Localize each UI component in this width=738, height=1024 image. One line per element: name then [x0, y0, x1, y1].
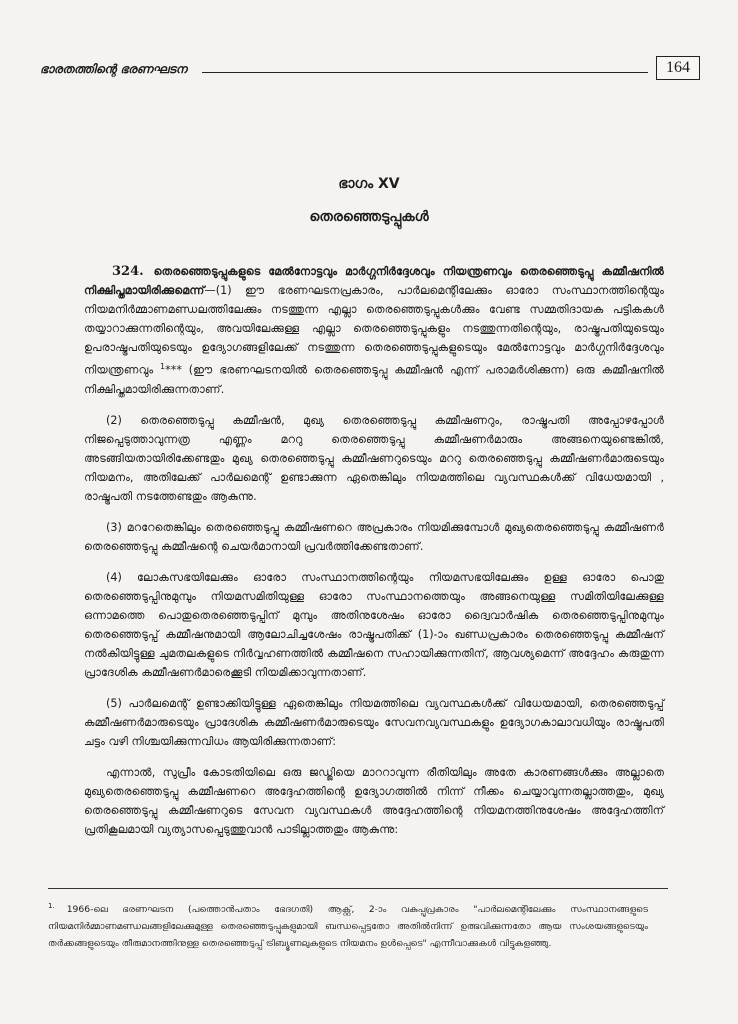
clause-4-paragraph: (4) ലോകസഭയിലേക്കും ഓരോ സംസ്ഥാനത്തിന്റെയും നിയമസഭയിലേക്കും ഉള്ള ഓരോ പൊതു തെരഞ്ഞെടുപ്പിനുമുമ്പും നിയമസമിതിയുള്ള ഓരോ സംസ്ഥാനത്തെയും അങ്ങനെയുള്ള സമിതിയിലേക്കുള്ള ഒന്നാമത്തെ പൊതുതെരഞ്ഞെടുപ്പിന് മുമ്പും അതിനുശേഷം ഓരോ ദ്വൈവാർഷിക തെരഞ്ഞെടുപ്പിനുമുമ്പും തെരഞ്ഞെടുപ്പ് കമ്മീഷനുമായി ആലോചിച്ചശേഷം രാഷ്ട്രപതിക്ക് (1)-ാം ഖണ്ഡപ്രകാരം തെരഞ്ഞെടുപ്പു കമ്മീഷന് നൽകിയിട്ടുള്ള ചുമതലകളുടെ നിർവ്വഹണത്തിൽ കമ്മീഷനെ സഹായിക്കുന്നതിന്, ആവശ്യമെന്ന് അദ്ദേഹം കരുതുന്ന പ്രാദേശിക കമ്മീഷണർമാരെക്കൂടി നിയമിക്കാവുന്നതാണ്. — [84, 570, 664, 679]
section-324-paragraph — [84, 262, 664, 399]
proviso-paragraph: എന്നാൽ, സുപ്രീം കോടതിയിലെ ഒരു ജഡ്ജിയെ മാററാവുന്ന രീതിയിലും അതേ കാരണങ്ങൾക്കും അല്ലാതെ മുഖ്യതെരഞ്ഞെടുപ്പു കമ്മീഷണറെ അദ്ദേഹത്തിന്റെ ഉദ്യോഗത്തിൽ നിന്ന് നീക്കം ചെയ്യാവുന്നതല്ലാത്തതും, മുഖ്യ തെരഞ്ഞെടുപ്പു കമ്മീഷണറുടെ സേവന വ്യവസ്ഥകൾ അദ്ദേഹത്തിന്റെ നിയമനത്തിനുശേഷം അദ്ദേഹത്തിന് പ്രതികൂലമായി വ്യത്യാസപ്പെടുത്തുവാൻ പാടില്ലാത്തതും ആകുന്നു: — [84, 765, 664, 836]
footnote-rule — [48, 888, 668, 889]
footnote-text: 1966-ലെ ഭരണഘടന (പത്തൊൻപതാം ഭേദഗതി) ആക്റ്റ്, 2-ാം വകുപ്പുപ്രകാരം "പാർലമെന്റിലേക്കും സംസ്ഥാനങ്ങളുടെ നിയമനിർമ്മാണമണ്ഡലങ്ങളിലേക്കുമുള്ള തെരഞ്ഞെടുപ്പുകളുമായി ബന്ധപ്പെട്ടതോ അതിൽനിന്ന് ഉത്ഭവിക്കുന്നതോ ആയ സംശയങ്ങളുടെയും തർക്കങ്ങളുടെയും തീരുമാനത്തിനുള്ള തെരഞ്ഞെടുപ്പ് ട്രിബ്യൂണലുകളുടെ നിയമനം ഉൾപ്പെടെ" എന്നീവാക്കുകൾ വിട്ടുകളഞ്ഞു. — [48, 904, 648, 950]
clause-1-text: —(1) ഈ ഭരണഘടനപ്രകാരം, പാർലമെന്റിലേക്കും ഓരോ സംസ്ഥാനത്തിന്റെയും നിയമനിർമ്മാണമണ്ഡലത്തിലേക്കും നടത്തുന്ന എല്ലാ തെരഞ്ഞെടുപ്പുകൾക്കും വേണ്ട സമ്മതിദായക പട്ടികകൾ തയ്യാറാക്കുന്നതിന്റെയും, അവയിലേക്കുള്ള എല്ലാ തെരഞ്ഞെടുപ്പുകളും നടത്തുന്നതിന്റെയും, രാഷ്ട്രപതിയുടെയും ഉപരാഷ്ട്രപതിയുടെയും ഉദ്യോഗങ്ങളിലേക്ക് നടത്തുന്ന തെരഞ്ഞെടുപ്പുകളുടെയും മേൽനോട്ടവും മാർഗ്ഗനിർദ്ദേശവും നിയന്ത്രണവും — [84, 284, 664, 377]
body-text — [84, 262, 664, 851]
running-header — [40, 56, 700, 86]
footnote-reference: 1 — [160, 362, 166, 371]
page-number: 164 — [656, 56, 700, 80]
part-heading: ഭാഗം XV — [338, 176, 400, 192]
section-heading: തെരഞ്ഞെടുപ്പുകളുടെ മേൽനോട്ടവും മാർഗ്ഗനിർദ്ദേശവും നിയന്ത്രണവും തെരഞ്ഞെടുപ്പു കമ്മീഷനിൽ നിക്ഷിപ്തമായിരിക്കുമെന്ന് — [84, 265, 664, 297]
section-number: 324. — [112, 264, 144, 279]
clause-3-paragraph: (3) മററേതെങ്കിലും തെരഞ്ഞെടുപ്പു കമ്മീഷണറെ അപ്രകാരം നിയമിക്കുമ്പോൾ മുഖ്യതെരഞ്ഞെടുപ്പു കമ്മീഷണർ തെരഞ്ഞെടുപ്പു കമ്മീഷന്റെ ചെയർമാനായി പ്രവർത്തിക്കേണ്ടതാണ്. — [84, 520, 664, 553]
book-title: ഭാരതത്തിന്റെ ഭരണഘടന — [40, 62, 187, 76]
header-rule — [202, 72, 648, 73]
clause-2-paragraph: (2) തെരഞ്ഞെടുപ്പു കമ്മീഷൻ, മുഖ്യ തെരഞ്ഞെടുപ്പു കമ്മീഷണറും, രാഷ്ട്രപതി അപ്പോഴപ്പോൾ നിജപ്പെടുത്താവുന്നത്ര എണ്ണം മററു തെരഞ്ഞെടുപ്പു കമ്മീഷണർമാരും അങ്ങനെയുണ്ടെങ്കിൽ, അടങ്ങിയതായിരിക്കേണ്ടതും മുഖ്യ തെരഞ്ഞെടുപ്പു കമ്മീഷണറുടെയും മററു തെരഞ്ഞെടുപ്പു കമ്മീഷണർമാരുടെയും നിയമനം, അതിലേക്ക് പാർലമെന്റ് ഉണ്ടാക്കുന്ന ഏതെങ്കിലും നിയമത്തിലെ വ്യവസ്ഥകൾക്ക് വിധേയമായി , രാഷ്ട്രപതി നടത്തേണ്ടതും ആകുന്നു. — [84, 413, 664, 503]
clause-5-paragraph: (5) പാർലമെന്റ് ഉണ്ടാക്കിയിട്ടുള്ള ഏതെങ്കിലും നിയമത്തിലെ വ്യവസ്ഥകൾക്ക് വിധേയമായി, തെരഞ്ഞെടുപ്പ് കമ്മീഷണർമാരുടെയും പ്രാദേശിക കമ്മീഷണർമാരുടെയും സേവനവ്യവസ്ഥകളും ഉദ്യോഗകാലാവധിയും രാഷ്ട്രപതി ചട്ടം വഴി നിശ്ചയിക്കുന്നവിധം ആയിരിക്കുന്നതാണ്: — [84, 696, 664, 748]
clause-1-tail: *** (ഈ ഭരണഘടനയിൽ തെരഞ്ഞെടുപ്പു കമ്മീഷൻ എന്ന് പരാമർശിക്കുന്ന) ഒരു കമ്മീഷനിൽ നിക്ഷിപ്തമായിരിക്കുന്നതാണ്. — [84, 363, 665, 396]
footnote — [48, 898, 648, 952]
footnote-mark: 1. — [48, 902, 55, 910]
part-subtitle: തെരഞ്ഞെടുപ്പുകൾ — [309, 209, 429, 225]
